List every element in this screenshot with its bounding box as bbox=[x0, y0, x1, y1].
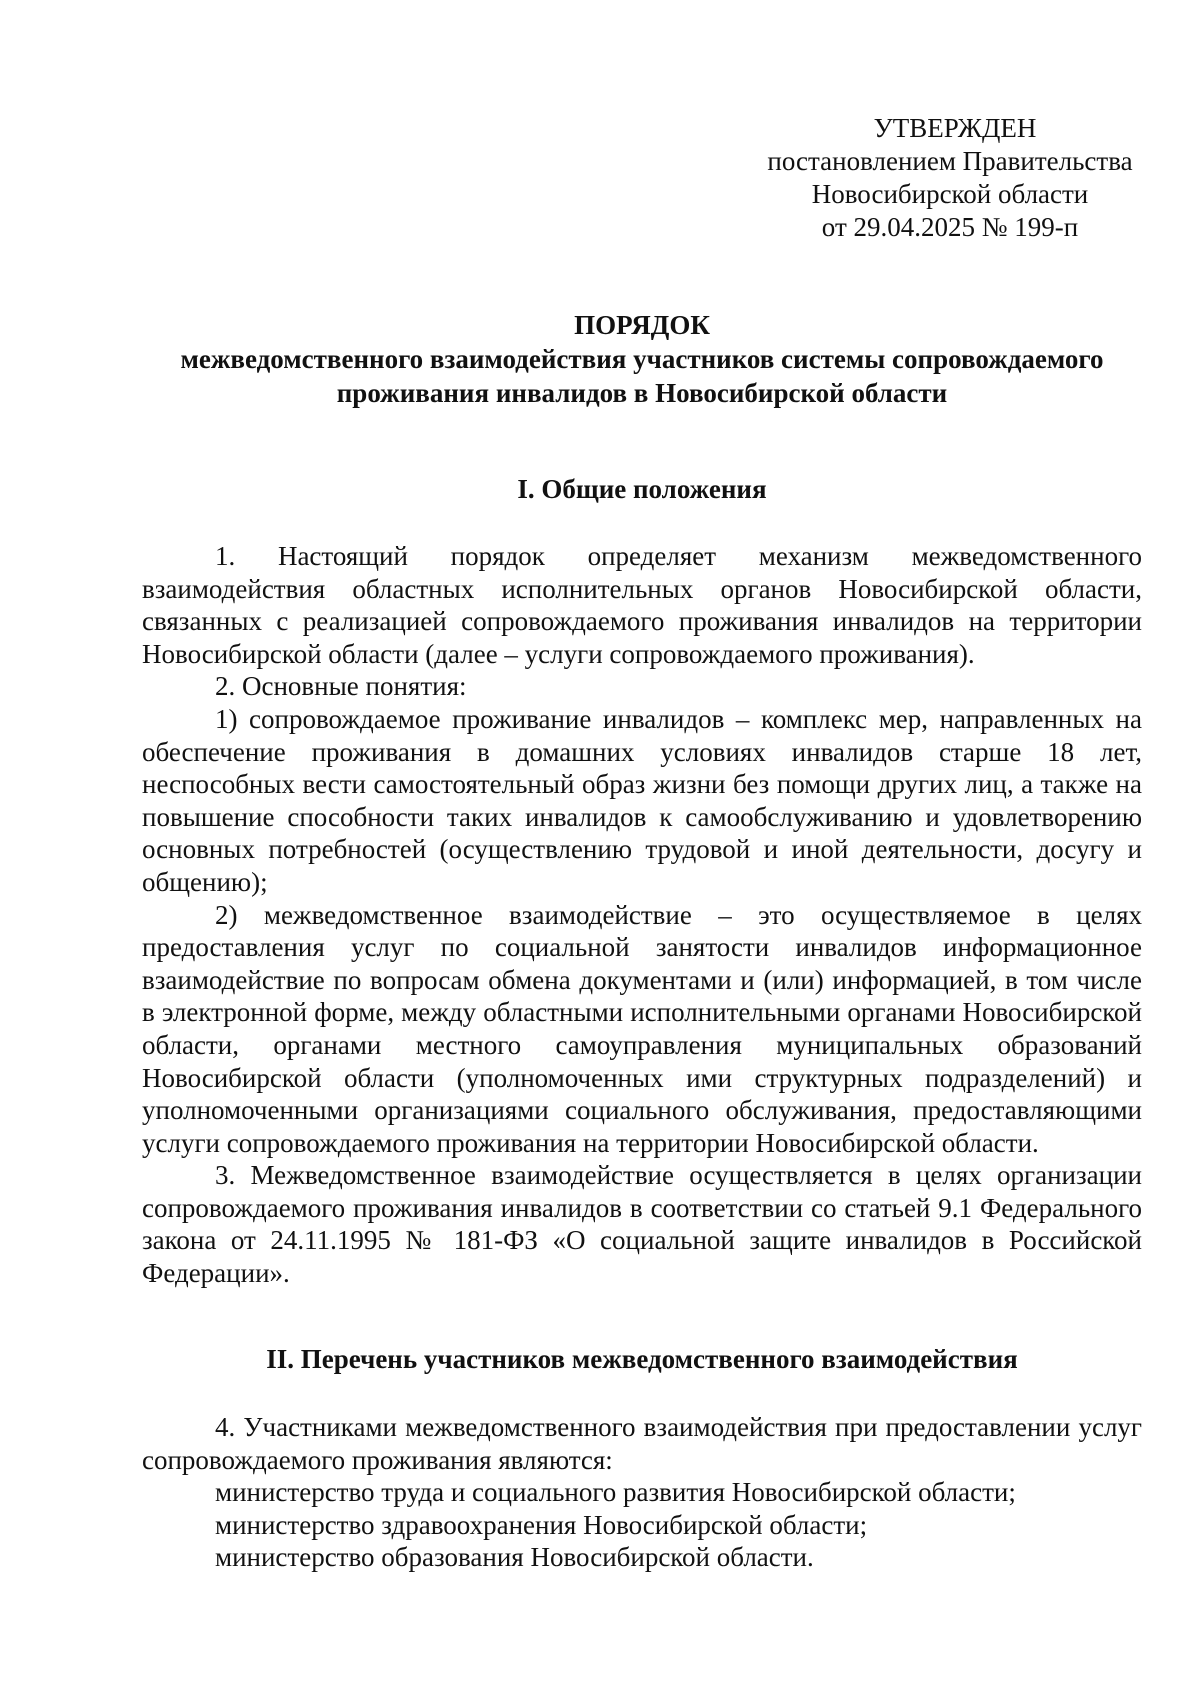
title-word: ПОРЯДОК bbox=[574, 310, 710, 340]
section-participants-body bbox=[142, 1411, 1142, 1574]
document-title bbox=[142, 308, 1142, 410]
approval-date-number: от 29.04.2025 № 199-п bbox=[821, 212, 1079, 242]
participant-item: министерство образования Новосибирской области. bbox=[215, 1542, 814, 1573]
title-subtitle-line1: межведомственного взаимодействия участников системы сопровождаемого bbox=[180, 344, 1104, 374]
paragraph-1: 1. Настоящий порядок определяет механизм межведомственного взаимодействия областных исполнительных органов Новосибирской области, связанных с реализацией сопровождаемого проживания инвалидов на территории Новосибирской области (далее – услуги сопровождаемого проживания). bbox=[142, 541, 1142, 669]
participant-item: министерство здравоохранения Новосибирской области; bbox=[215, 1509, 868, 1540]
paragraph-2-1: 1) сопровождаемое проживание инвалидов – комплекс мер, направленных на обеспечение проживания в домашних условиях инвалидов старше 18 лет, неспособных вести самостоятельный образ жизни без помощи других лиц, а также на повышение способности таких инвалидов к самообслуживанию и удовлетворению основных потребностей (осуществлению трудовой и иной деятельности, досугу и общению); bbox=[142, 703, 1142, 897]
section-heading-participants: II. Перечень участников межведомственного взаимодействия bbox=[266, 1344, 1018, 1374]
approval-authority-line2: Новосибирской области bbox=[811, 179, 1089, 209]
title-subtitle-line2: проживания инвалидов в Новосибирской области bbox=[336, 378, 948, 408]
paragraph-3: 3. Межведомственное взаимодействие осуществляется в целях организации сопровождаемого проживания инвалидов в соответствии со статьей 9.1 Федерального закона от 24.11.1995 № 181-ФЗ «О социальной защите инвалидов в Российской Федерации». bbox=[142, 1160, 1142, 1289]
approval-authority-line1: постановлением Правительства bbox=[767, 146, 1133, 176]
paragraph-2: 2. Основные понятия: bbox=[215, 671, 467, 702]
section-general-body bbox=[142, 540, 1142, 1290]
approval-stamp-block bbox=[740, 112, 1160, 244]
paragraph-2-2: 2) межведомственное взаимодействие – это осуществляемое в целях предоставления услуг по социальной занятости инвалидов информационное взаимодействие по вопросам обмена документами и (или) информацией, в том числе в электронной форме, между областными исполнительными органами Новосибирской области, органами местного самоуправления муниципальных образований Новосибирской области (уполномоченных ими структурных подразделений) и уполномоченными организациями социального обслуживания, предоставляющими услуги сопровождаемого проживания на территории Новосибирской области. bbox=[142, 899, 1142, 1158]
paragraph-4: 4. Участниками межведомственного взаимодействия при предоставлении услуг сопровождаемого проживания являются: bbox=[142, 1412, 1142, 1475]
participant-item: министерство труда и социального развития Новосибирской области; bbox=[215, 1477, 1016, 1508]
approval-status: УТВЕРЖДЕН bbox=[873, 113, 1037, 143]
section-heading-general: I. Общие положения bbox=[517, 474, 767, 504]
